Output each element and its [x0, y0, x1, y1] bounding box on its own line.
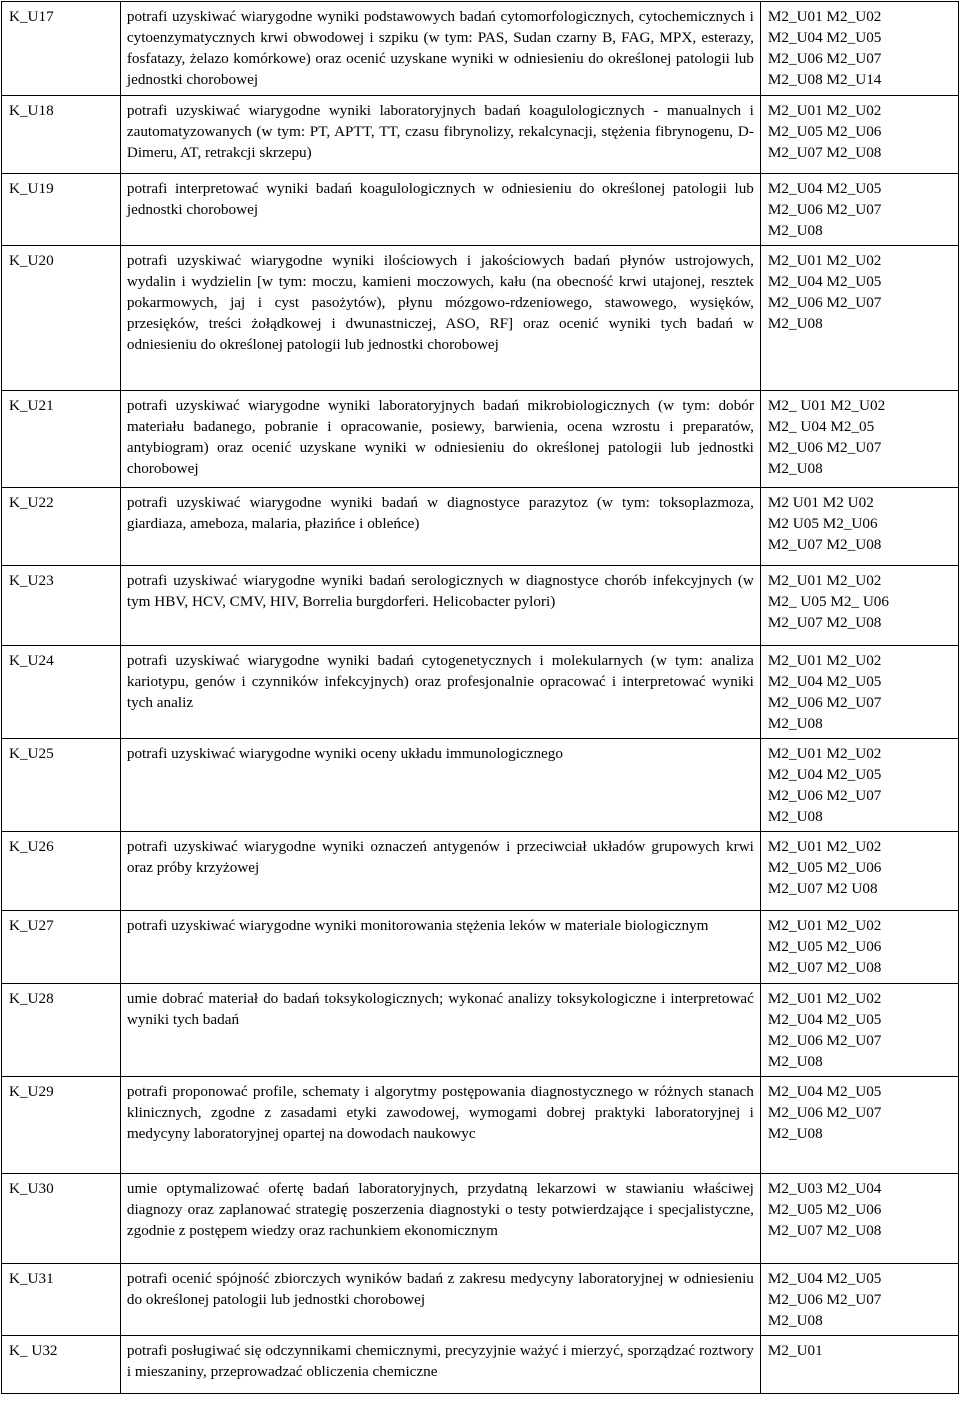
- outcome-description: potrafi uzyskiwać wiarygodne wyniki laboratoryjnych badań koagulologicznych - manualnych i zautomatyzowanych (w tym: PT, APTT, TT, czasu fibrynolizy, rekalcynacji, stężenia fibrynogenu, D-Dimeru, AT, retrakcji skrzepu): [120, 96, 760, 174]
- outcome-description: potrafi uzyskiwać wiarygodne wyniki badań w diagnostyce parazytoz (w tym: toksoplazmoza, giardiaza, ameboza, malaria, płazińce i obleńce): [120, 488, 760, 566]
- reference-line: M2_U06 M2_U07: [767, 201, 882, 218]
- table-row: [2, 1174, 959, 1264]
- reference-line: M2_U04 M2_U05: [767, 1270, 882, 1287]
- outcome-code: K_U28: [2, 984, 121, 1077]
- table-row: [2, 488, 959, 566]
- reference-line: M2_U03 M2_U04: [767, 1180, 882, 1197]
- reference-line: M2_U04 M2_U05: [767, 29, 882, 46]
- outcome-references: [760, 488, 958, 566]
- reference-line: M2_U01 M2_U02: [767, 102, 882, 119]
- outcome-code: K_ U32: [2, 1336, 121, 1394]
- table-row: [2, 646, 959, 739]
- reference-line: M2_U08: [767, 1053, 823, 1070]
- outcome-references: [760, 2, 958, 96]
- outcome-references: [760, 739, 958, 832]
- outcome-references: [760, 96, 958, 174]
- reference-line: M2_U04 M2_U05: [767, 1011, 882, 1028]
- outcome-code: K_U24: [2, 646, 121, 739]
- reference-line: M2_U06 M2_U07: [767, 294, 882, 311]
- outcome-description: potrafi uzyskiwać wiarygodne wyniki badań cytogenetycznych i molekularnych (w tym: analiza kariotypu, genów i czynników infekcyjnych) oraz profesjonalnie opracować i interpretować wyniki tych analiz: [120, 646, 760, 739]
- outcome-code: K_U17: [2, 2, 121, 96]
- outcome-references: [760, 246, 958, 391]
- outcome-description: potrafi uzyskiwać wiarygodne wyniki ilościowych i jakościowych badań płynów ustrojowych, wydalin i wydzielin [w tym: moczu, kamieni moczowych, kału (na obecność krwi utajonej, resztek pokarmowych, jaj i cyst pasożytów), płynu mózgowo-rdzeniowego, stawowego, wysięków, przesięków, treści żołądkowej i dwunastniczej, ASO, RF] oraz ocenić wyniki tych badań w odniesieniu do określonej patologii lub jednostki chorobowej: [120, 246, 760, 391]
- table-row: [2, 1077, 959, 1174]
- outcome-description: potrafi interpretować wyniki badań koagulologicznych w odniesieniu do określonej patologii lub jednostki chorobowej: [120, 174, 760, 246]
- outcome-description: potrafi uzyskiwać wiarygodne wyniki laboratoryjnych badań mikrobiologicznych (w tym: dobór materiału badanego, pobranie i opracowanie, posiewy, barwienia, ocena wzrostu i preparatów, antybiogram) oraz ocenić uzyskane wyniki w odniesieniu do określonej patologii lub jednostki chorobowej: [120, 391, 760, 488]
- reference-line: M2_U01: [767, 1342, 823, 1359]
- outcome-description: potrafi proponować profile, schematy i algorytmy postępowania diagnostycznego w różnych stanach klinicznych, zgodne z zasadami etyki zawodowej, wymogami dobrej praktyki laboratoryjnej i medycyny laboratoryjnej opartej na dowodach naukowyc: [120, 1077, 760, 1174]
- outcome-description: umie optymalizować ofertę badań laboratoryjnych, przydatną lekarzowi w stawianiu właściwej diagnozy oraz zaplanować strategię poszerzenia diagnostyki o testy potwierdzające i specjalistyczne, zgodnie z postępem wiedzy oraz rachunkiem ekonomicznym: [120, 1174, 760, 1264]
- outcome-references: [760, 1174, 958, 1264]
- reference-line: M2_U07 M2_U08: [767, 959, 882, 976]
- table-row: [2, 984, 959, 1077]
- outcome-code: K_U27: [2, 911, 121, 984]
- table-row: [2, 739, 959, 832]
- outcome-code: K_U25: [2, 739, 121, 832]
- outcome-description: potrafi uzyskiwać wiarygodne wyniki monitorowania stężenia leków w materiale biologicznym: [120, 911, 760, 984]
- reference-line: M2_U04 M2_U05: [767, 273, 882, 290]
- reference-line: M2_U07 M2_U08: [767, 144, 882, 161]
- reference-line: M2_ U04 M2_05: [767, 418, 875, 435]
- outcome-code: K_U29: [2, 1077, 121, 1174]
- reference-line: M2_U05 M2_U06: [767, 859, 882, 876]
- reference-line: M2 U01 M2 U02: [767, 494, 874, 511]
- table-row: [2, 391, 959, 488]
- reference-line: M2_U01 M2_U02: [767, 572, 882, 589]
- outcome-description: potrafi uzyskiwać wiarygodne wyniki badań serologicznych w diagnostyce chorób infekcyjnych (w tym HBV, HCV, CMV, HIV, Borrelia burgdorferi. Helicobacter pylori): [120, 566, 760, 646]
- outcome-description: potrafi uzyskiwać wiarygodne wyniki oceny układu immunologicznego: [120, 739, 760, 832]
- reference-line: M2_U06 M2_U07: [767, 1104, 882, 1121]
- reference-line: M2_U04 M2_U05: [767, 180, 882, 197]
- reference-line: M2_ U01 M2_U02: [767, 397, 886, 414]
- reference-line: M2_U06 M2_U07: [767, 694, 882, 711]
- outcome-description: umie dobrać materiał do badań toksykologicznych; wykonać analizy toksykologiczne i interpretować wyniki tych badań: [120, 984, 760, 1077]
- table-row: [2, 566, 959, 646]
- reference-line: M2_U01 M2_U02: [767, 252, 882, 269]
- reference-line: M2_U01 M2_U02: [767, 8, 882, 25]
- outcome-description: potrafi uzyskiwać wiarygodne wyniki oznaczeń antygenów i przeciwciał układów grupowych krwi oraz próby krzyżowej: [120, 832, 760, 911]
- outcome-code: K_U21: [2, 391, 121, 488]
- reference-line: M2_U07 M2_U08: [767, 1222, 882, 1239]
- reference-line: M2_U01 M2_U02: [767, 652, 882, 669]
- outcome-code: K_U31: [2, 1264, 121, 1336]
- reference-line: M2_U07 M2 U08: [767, 880, 878, 897]
- reference-line: M2 U05 M2_U06: [767, 515, 878, 532]
- outcome-description: potrafi ocenić spójność zbiorczych wyników badań z zakresu medycyny laboratoryjnej w odniesieniu do określonej patologii lub jednostki chorobowej: [120, 1264, 760, 1336]
- reference-line: M2_U08: [767, 715, 823, 732]
- outcome-code: K_U20: [2, 246, 121, 391]
- outcome-references: [760, 646, 958, 739]
- table-row: [2, 1336, 959, 1394]
- outcome-description: potrafi posługiwać się odczynnikami chemicznymi, precyzyjnie ważyć i mierzyć, sporządzać roztwory i mieszaniny, przeprowadzać obliczenia chemiczne: [120, 1336, 760, 1394]
- reference-line: M2_U08: [767, 1312, 823, 1329]
- table-row: [2, 832, 959, 911]
- outcome-code: K_U22: [2, 488, 121, 566]
- outcome-description: potrafi uzyskiwać wiarygodne wyniki podstawowych badań cytomorfologicznych, cytochemicznych i cytoenzymatycznych krwi obwodowej i szpiku (w tym: PAS, Sudan czarny B, FAG, MPX, esterazy, fosfatazy, żelazo komórkowe) oraz ocenić uzyskane wyniki w odniesieniu do określonej patologii lub jednostki chorobowej: [120, 2, 760, 96]
- reference-line: M2_U08: [767, 222, 823, 239]
- table-row: [2, 174, 959, 246]
- reference-line: M2_U08: [767, 460, 823, 477]
- reference-line: M2_U08: [767, 808, 823, 825]
- outcome-code: K_U30: [2, 1174, 121, 1264]
- reference-line: M2_U08: [767, 1125, 823, 1142]
- outcome-references: [760, 1336, 958, 1394]
- reference-line: M2_U06 M2_U07: [767, 787, 882, 804]
- reference-line: M2_U06 M2_U07: [767, 50, 882, 67]
- outcome-references: [760, 911, 958, 984]
- reference-line: M2_U08 M2_U14: [767, 71, 882, 88]
- reference-line: M2_U06 M2_U07: [767, 439, 882, 456]
- table-row: [2, 911, 959, 984]
- outcome-references: [760, 832, 958, 911]
- reference-line: M2_U07 M2_U08: [767, 536, 882, 553]
- outcome-references: [760, 566, 958, 646]
- table-row: [2, 1264, 959, 1336]
- table-row: [2, 96, 959, 174]
- outcome-references: [760, 391, 958, 488]
- reference-line: M2_U06 M2_U07: [767, 1291, 882, 1308]
- reference-line: M2_U08: [767, 315, 823, 332]
- reference-line: M2_U05 M2_U06: [767, 938, 882, 955]
- outcome-code: K_U19: [2, 174, 121, 246]
- reference-line: M2_U01 M2_U02: [767, 838, 882, 855]
- reference-line: M2_U05 M2_U06: [767, 1201, 882, 1218]
- outcome-code: K_U26: [2, 832, 121, 911]
- outcome-references: [760, 984, 958, 1077]
- reference-line: M2_U06 M2_U07: [767, 1032, 882, 1049]
- table-row: [2, 2, 959, 96]
- outcome-references: [760, 174, 958, 246]
- outcome-code: K_U23: [2, 566, 121, 646]
- reference-line: M2_U04 M2_U05: [767, 766, 882, 783]
- reference-line: M2_U04 M2_U05: [767, 673, 882, 690]
- reference-line: M2_U01 M2_U02: [767, 745, 882, 762]
- reference-line: M2_ U05 M2_ U06: [767, 593, 889, 610]
- outcome-references: [760, 1264, 958, 1336]
- reference-line: M2_U01 M2_U02: [767, 917, 882, 934]
- reference-line: M2_U07 M2_U08: [767, 614, 882, 631]
- reference-line: M2_U05 M2_U06: [767, 123, 882, 140]
- outcome-code: K_U18: [2, 96, 121, 174]
- learning-outcomes-table: [1, 1, 959, 1394]
- reference-line: M2_U04 M2_U05: [767, 1083, 882, 1100]
- outcome-references: [760, 1077, 958, 1174]
- reference-line: M2_U01 M2_U02: [767, 990, 882, 1007]
- table-row: [2, 246, 959, 391]
